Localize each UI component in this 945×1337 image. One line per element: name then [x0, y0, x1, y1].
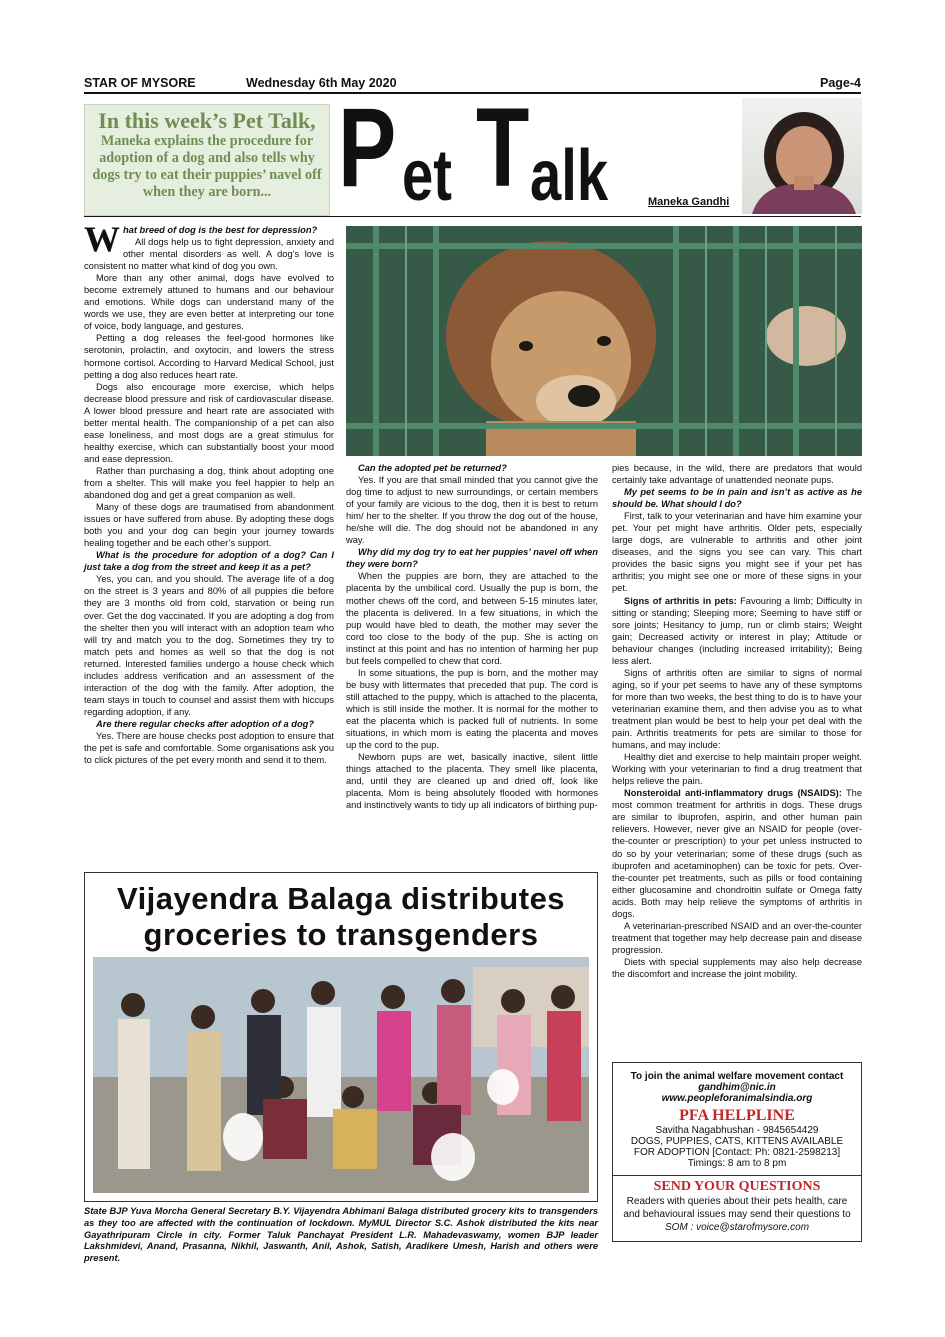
- masthead-word-alk: alk: [530, 136, 609, 216]
- news-headline-line2: groceries to transgenders: [143, 917, 539, 952]
- crowd-illustration: [93, 957, 589, 1193]
- dog-in-cage-photo: [346, 226, 862, 456]
- paragraph: All dogs help us to fight depression, anxiety and other mental disorders as well. A dog’s love is consistent no matter what kind of dog you own.: [84, 237, 334, 272]
- article-column-2: [346, 462, 598, 811]
- paragraph: Newborn pups are wet, basically inactive, silent little things attached to the placenta. They smell like placenta, and, until they are cleaned up and dried off, look like placenta. Mom is being absolutely flooded with hormones and instinctively wants to tidy up all indicators of birthing pup-: [346, 752, 598, 811]
- paragraph: [612, 595, 862, 667]
- teaser-box: [84, 104, 330, 216]
- paragraph-text: Favouring a limb; Difficulty in sitting or standing; Sleeping more; Seeming to have stiff or sore joints; Hesitancy to jump, run or climb stairs; Weight gain; Decreased activity or interest in play; Attitude or behaviour changes (including increased irritability); Being less alert.: [612, 595, 863, 666]
- questions-body: Readers with queries about their pets health, care and behavioural issues may send their questions to: [623, 1196, 851, 1220]
- question-heading: What is the procedure for adoption of a dog? Can I just take a dog from the street and keep it as a pet?: [84, 550, 334, 573]
- paragraph: Rather than purchasing a dog, think about adopting one from a shelter. This will make you feel happier to help an abandoned dog and get a great companion as well.: [84, 465, 334, 501]
- paragraph: More than any other animal, dogs have evolved to become extremely attuned to humans and our behaviour and emotions. While dogs can understand many of the words we use, they are even better at interpreting our tone of voice, body language, and gestures.: [84, 273, 334, 332]
- author-photo: [742, 98, 862, 214]
- helpline-timings: Timings: 8 am to 8 pm: [687, 1158, 787, 1169]
- newspaper-name: STAR OF MYSORE: [84, 76, 196, 90]
- header-rule: [84, 92, 861, 94]
- masthead-word-et: et: [402, 136, 452, 216]
- masthead-title: [338, 85, 640, 216]
- paragraph: [612, 787, 862, 920]
- news-caption: State BJP Yuva Morcha General Secretary B.Y. Vijayendra Abhimani Balaga distributed grocery kits to transgenders as they too are affected with the continuation of lockdown. MyMUL Director S.C. Ashok distributed the kits near Gayathripuram Circle in city. Former Taluk Panchayat President L.R. Mahadevaswamy, women BJP leader Lakshmidevi, Anand, Prasanna, Nikhil, Jaswanth, Anil, Ashok, Satish, Aradikere Umesh, Harish and others were present.: [84, 1206, 598, 1264]
- author-name: Maneka Gandhi: [648, 196, 730, 208]
- paragraph-lead: Signs of arthritis in pets:: [624, 595, 737, 606]
- paragraph: First, talk to your veterinarian and have him examine your pet. Your pet might have arthritis. Older pets, especially large dogs, are vulnerable to arthritis and other joint diseases, and the signs you see can vary. This chart provides the basic signs you might see if your pet has arthritis; you might see one or more of these signs in your pet.: [612, 511, 862, 594]
- question-heading: Why did my dog try to eat her puppies’ navel off when they were born?: [346, 547, 598, 570]
- helpline-contact: Savitha Nagabhushan - 9845654429: [655, 1125, 819, 1136]
- paragraph: Yes, you can, and you should. The average life of a dog on the street is 3 years and 80% of all puppies die before they are 3 months old from cold, starvation or being run over. Get the dog vaccinated. If you are adopting a dog from the shelter then you will interact with an adoption team who will try and match you to the dog. Sometimes they try to match pets and homes as well so that the dog is not returned. Interested families undergo a house check which includes address verification and an assessment of the interaction of the dog with the family. After adoption, the team stays in touch to counsel and assist them with hiccups regarding adoption, if any.: [84, 574, 334, 717]
- news-headline-line1: Vijayendra Balaga distributes: [116, 881, 566, 916]
- paragraph: Diets with special supplements may also help decrease the discomfort and increase the joint mobility.: [612, 956, 862, 979]
- paragraph-lead: Nonsteroidal anti-inflammatory drugs (NSAIDS):: [624, 788, 842, 799]
- paragraph: Healthy diet and exercise to help maintain proper weight. Working with your veterinarian to find a drug treatment that helps relieve the pain.: [612, 752, 862, 787]
- masthead-rule: [84, 216, 861, 217]
- question-heading: hat breed of dog is the best for depression?: [123, 225, 318, 235]
- contact-email[interactable]: gandhim@nic.in: [698, 1082, 776, 1093]
- pfa-contact-box: [612, 1062, 862, 1242]
- paragraph: Yes. If you are that small minded that you cannot give the dog time to adjust to new surroundings, or certain members of your family are vicious to the dog, then it is best to return him/ her to the shelter. If you throw the dog out of the house, he/she will die. The dog should not be abandoned in any way.: [346, 475, 598, 546]
- paragraph: Petting a dog releases the feel-good hormones like serotonin, prolactin, and oxytocin, and lowers the stress hormone cortisol. According to Harvard Medical School, just petting a dog also reduces heart rate.: [84, 333, 334, 380]
- paragraph: Many of these dogs are traumatised from abandonment issues or have suffered from abuse. By adopting these dogs both you and your dog can begin your journey towards healing together and be each other’s support.: [84, 502, 334, 549]
- question-heading: Are there regular checks after adoption of a dog?: [96, 718, 315, 729]
- drop-cap: W: [84, 219, 120, 259]
- article-column-3: [612, 462, 862, 980]
- page-number: Page-4: [820, 76, 861, 90]
- send-questions-title: SEND YOUR QUESTIONS: [653, 1179, 821, 1194]
- question-heading: Can the adopted pet be returned?: [358, 463, 507, 473]
- adoption-contact: FOR ADOPTION [Contact: Ph: 0821-2598213]: [633, 1147, 841, 1158]
- paragraph: Yes. There are house checks post adoption to ensure that the pet is safe and comfortable. Some organisations ask you to click pictures of the pet every month and send it to them.: [84, 730, 334, 766]
- question-heading: My pet seems to be in pain and isn’t as active as he should be. What should I do?: [612, 487, 862, 510]
- paragraph-text: The most common treatment for arthritis in dogs. These drugs are similar to ibuprofen, aspirin, and other human pain relievers. However, never give an NSAID for people (over-the-counter or prescription) to your pet unless instructed to do so by your veterinarian; some of these drugs (such as ibuprofen and acetaminophen) can be toxic for pets. Over-the-counter pet treatments, such as pills or food containing either glucosamine and chondroitin sulfate or Omega fatty acids. Both may help relieve the symptoms of arthritis in dogs.: [612, 788, 862, 919]
- masthead-letter-p: P: [338, 85, 397, 210]
- helpline-title: PFA HELPLINE: [679, 1107, 795, 1124]
- paragraph: In some situations, the pup is born, and the mother may be busy with littermates that preceded that pup. The cord is still attached to the puppy, which is attached to the placenta, which is still inside the mother. It is normal for the mother to eat the placenta which is packed full of nutrients. In some situations, in which mom is eating the placenta and moves up the cord to the pup.: [346, 667, 598, 751]
- paragraph: Dogs also encourage more exercise, which helps decrease blood pressure and risk of cardiovascular disease. A lower blood pressure and heart rate are associated with better mental health. The companionship of a pet can also ease loneliness, and most dogs are a great stimulus for healthy exercise, which can substantially boost your mood and ease depression.: [84, 381, 334, 464]
- paragraph: Signs of arthritis often are similar to signs of normal aging, so if your pet seems to have any of these symptoms for more than two weeks, the best thing to do is to have your veterinarian examine them, and then advise you as to what treatment plan would be best to help your pet deal with the pain. Arthritis treatments for pets are similar to those for humans, and may include:: [612, 667, 862, 751]
- questions-som: SOM: [664, 1222, 688, 1233]
- paragraph: pies because, in the wild, there are predators that would certainly take advantage of unattended neonate pups.: [612, 463, 862, 486]
- join-text: To join the animal welfare movement contact: [630, 1071, 844, 1082]
- send-questions-text: [613, 1195, 861, 1234]
- contact-website[interactable]: www.peopleforanimalsindia.org: [661, 1093, 813, 1104]
- adoption-notice: DOGS, PUPPIES, CATS, KITTENS AVAILABLE: [630, 1136, 844, 1147]
- news-box: [84, 872, 598, 1202]
- article-column-1: [84, 219, 334, 766]
- masthead-letter-t: T: [476, 85, 530, 210]
- teaser-text: Maneka explains the procedure for adoption of a dog and also tells why dogs try to eat their puppies’ navel off when they are born...: [92, 133, 322, 200]
- teaser-title: In this week’s Pet Talk,: [98, 108, 316, 133]
- paragraph: When the puppies are born, they are attached to the placenta by the umbilical cord. Usually the pup is born, the mother chews off the cord, and between 5-15 minutes later, the placenta is delivered. In a few situations, in which the pup would have bled to death, the mother may sever the cord too close to the body of the pup. She is acting on instinct at this point and has no intention of harming her pup but feels compelled to chew that cord.: [346, 571, 598, 666]
- grocery-distribution-photo: [93, 957, 589, 1193]
- paragraph: A veterinarian-prescribed NSAID and an over-the-counter treatment that together may help decrease pain and disease progression.: [612, 920, 862, 955]
- questions-email[interactable]: : voice@starofmysore.com: [687, 1222, 810, 1233]
- issue-date: Wednesday 6th May 2020: [246, 76, 397, 90]
- author-portrait-illustration: [742, 98, 862, 214]
- dog-cage-illustration: [346, 226, 862, 456]
